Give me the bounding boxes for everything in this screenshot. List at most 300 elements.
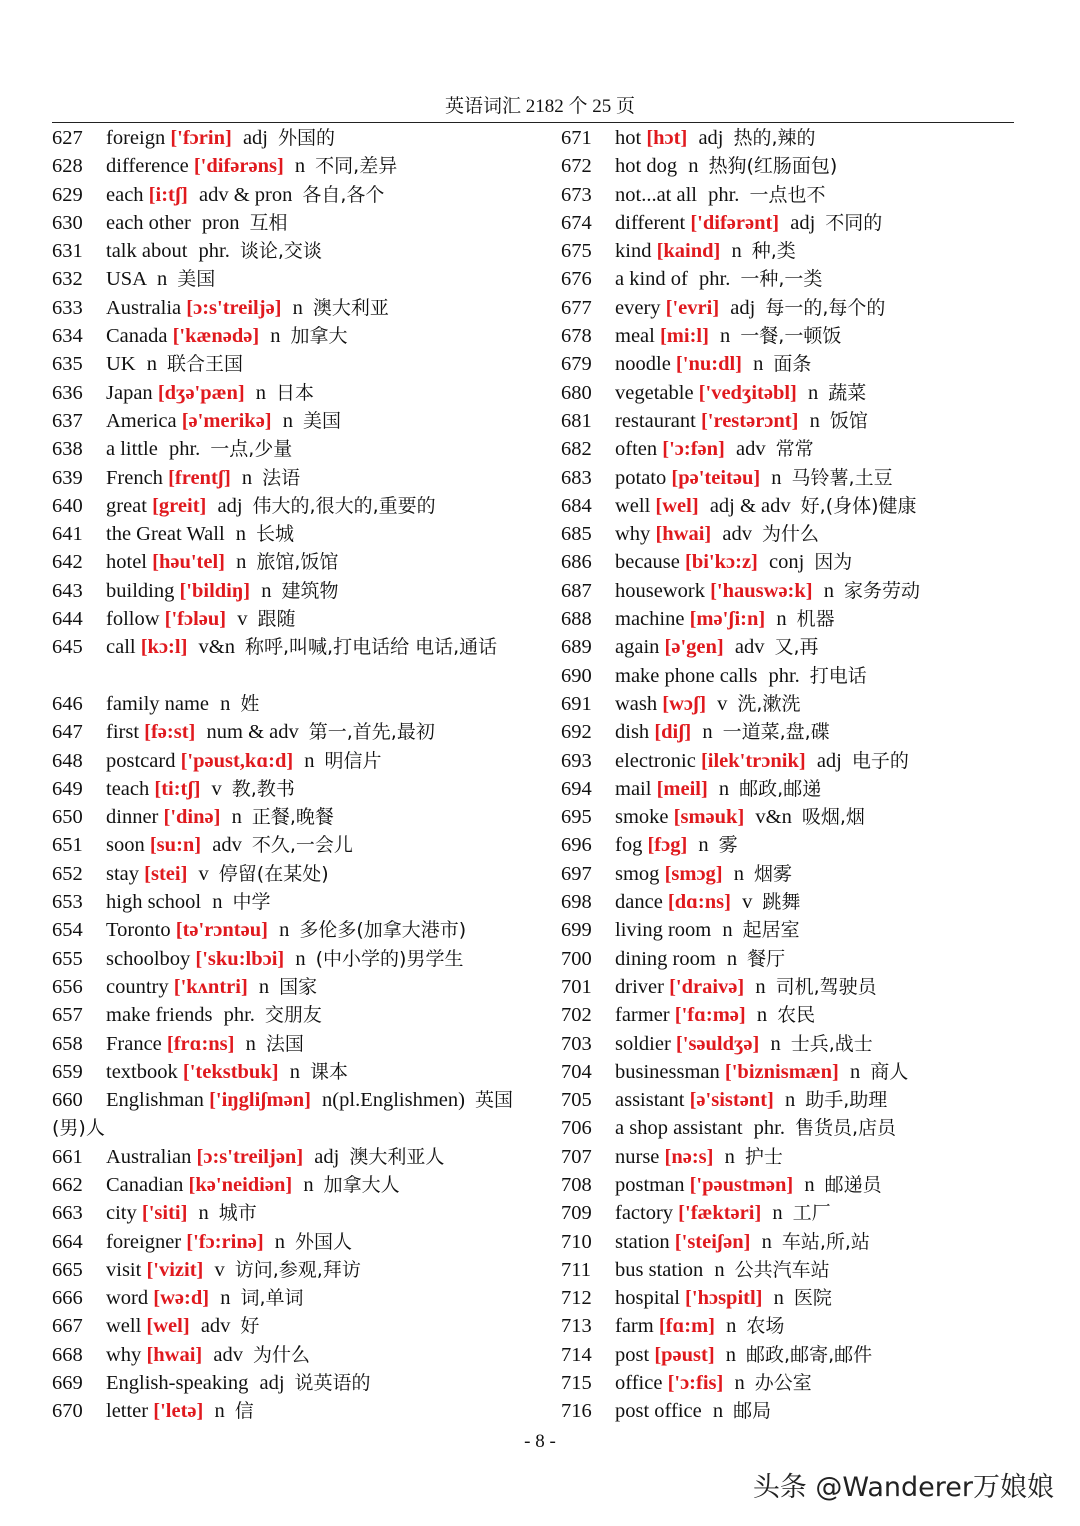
entry-number: 702 xyxy=(561,1004,592,1027)
entry-chinese-meaning: 一点也不 xyxy=(749,183,826,206)
entry-chinese-meaning: 每一的,每个的 xyxy=(765,296,886,319)
entry-word: Englishman xyxy=(106,1089,204,1112)
entry-chinese-meaning: 一道菜,盘,碟 xyxy=(722,721,830,744)
entry-phonetic: ['ɔ:fis] xyxy=(667,1372,724,1395)
vocab-entry xyxy=(561,1397,1036,1425)
entry-phonetic: [kɔ:l] xyxy=(140,636,188,659)
entry-part-of-speech: n xyxy=(724,1145,735,1168)
entry-word: well xyxy=(615,494,651,517)
entry-part-of-speech: n xyxy=(718,777,730,800)
entry-word: restaurant xyxy=(615,409,696,432)
entry-chinese-meaning: 司机,驾驶员 xyxy=(775,975,877,998)
entry-part-of-speech: n xyxy=(753,353,764,376)
entry-phonetic: [wə:d] xyxy=(153,1287,210,1310)
vocab-entry xyxy=(52,464,527,492)
vocab-entry xyxy=(52,492,527,520)
entry-part-of-speech: n xyxy=(722,919,733,942)
entry-chinese-meaning: 明信片 xyxy=(324,749,382,772)
entry-number: 692 xyxy=(561,721,592,744)
entry-part-of-speech: v xyxy=(214,1258,225,1281)
entry-number: 689 xyxy=(561,636,592,659)
entry-number: 703 xyxy=(561,1032,592,1055)
entry-chinese-meaning: 打电话 xyxy=(809,664,867,687)
entry-part-of-speech: adj & adv xyxy=(709,494,791,517)
vocab-entry xyxy=(52,747,527,775)
entry-word: station xyxy=(615,1230,670,1253)
entry-phonetic: [fɔg] xyxy=(647,834,688,857)
entry-number: 657 xyxy=(52,1004,83,1027)
entry-chinese-meaning: 农场 xyxy=(746,1315,785,1338)
entry-part-of-speech: adj xyxy=(259,1372,285,1395)
entry-chinese-meaning: 日本 xyxy=(276,381,315,404)
entry-chinese-meaning: 机器 xyxy=(796,608,835,631)
entry-chinese-meaning: 工厂 xyxy=(792,1202,831,1225)
entry-phonetic: [ə'gen] xyxy=(664,636,724,659)
entry-part-of-speech: phr. xyxy=(768,664,800,687)
entry-number: 714 xyxy=(561,1343,592,1366)
entry-number: 671 xyxy=(561,127,592,149)
vocab-entry xyxy=(52,577,527,605)
entry-chinese-meaning: 美国 xyxy=(177,268,216,291)
entry-word: Australian xyxy=(106,1145,192,1168)
vocab-entry xyxy=(52,435,527,463)
entry-chinese-meaning: 办公室 xyxy=(754,1372,812,1395)
entry-number: 674 xyxy=(561,211,592,234)
entry-part-of-speech: v&n xyxy=(755,806,792,829)
entry-word: dinner xyxy=(106,806,159,829)
entry-part-of-speech: n xyxy=(304,749,315,772)
entry-word: Japan xyxy=(106,381,153,404)
entry-number: 643 xyxy=(52,579,83,602)
vocab-entry xyxy=(52,945,527,973)
entry-chinese-meaning: 国家 xyxy=(279,975,318,998)
entry-part-of-speech: adj xyxy=(217,494,243,517)
entry-part-of-speech: n xyxy=(770,1032,781,1055)
entry-chinese-meaning: 联合王国 xyxy=(166,353,243,376)
entry-chinese-meaning: 洗,漱洗 xyxy=(737,692,801,715)
entry-word: USA xyxy=(106,268,146,291)
entry-part-of-speech: n xyxy=(776,608,787,631)
entry-phonetic: [smɔg] xyxy=(664,862,723,885)
entry-number: 691 xyxy=(561,692,592,715)
entry-number: 699 xyxy=(561,919,592,942)
entry-part-of-speech: n xyxy=(771,466,782,489)
entry-word: Canada xyxy=(106,325,168,348)
vocab-entry xyxy=(561,916,1036,944)
entry-part-of-speech: adj xyxy=(314,1145,340,1168)
entry-phonetic: ['tekstbuk] xyxy=(182,1060,279,1083)
entry-word: farm xyxy=(615,1315,654,1338)
vocab-entry xyxy=(561,1058,1036,1086)
entry-word: stay xyxy=(106,862,140,885)
entry-word: factory xyxy=(615,1202,674,1225)
entry-phonetic: ['letə] xyxy=(153,1400,204,1423)
entry-word: smog xyxy=(615,862,660,885)
vocab-entry xyxy=(52,633,527,690)
vocab-entry xyxy=(561,888,1036,916)
entry-chinese-meaning: 各自,各个 xyxy=(302,183,385,206)
vocab-entry xyxy=(52,379,527,407)
entry-chinese-meaning: 车站,所,站 xyxy=(781,1230,870,1253)
entry-phonetic: ['hauswə:k] xyxy=(710,579,813,602)
entry-phonetic: [həu'tel] xyxy=(152,551,225,574)
entry-phonetic: ['kænədə] xyxy=(172,325,260,348)
entry-phonetic: [ə'merikə] xyxy=(181,409,272,432)
entry-phonetic: [pəust] xyxy=(654,1343,715,1366)
entry-word: great xyxy=(106,494,147,517)
vocab-entry xyxy=(561,1284,1036,1312)
entry-part-of-speech: n xyxy=(698,834,709,857)
entry-word: French xyxy=(106,466,163,489)
entry-number: 680 xyxy=(561,381,592,404)
vocab-entry xyxy=(52,294,527,322)
entry-part-of-speech: n xyxy=(755,975,766,998)
entry-chinese-meaning: 不久,一会儿 xyxy=(251,834,353,857)
vocab-entry xyxy=(561,294,1036,322)
entry-chinese-meaning: 法语 xyxy=(262,466,301,489)
entry-number: 698 xyxy=(561,891,592,914)
vocab-entry xyxy=(52,973,527,1001)
entry-part-of-speech: n xyxy=(214,1400,225,1423)
entry-part-of-speech: n xyxy=(220,1287,231,1310)
entry-phonetic: ['vizit] xyxy=(146,1258,204,1281)
entry-number: 677 xyxy=(561,296,592,319)
entry-phonetic: [wel] xyxy=(655,494,699,517)
vocab-entry xyxy=(561,775,1036,803)
entry-phonetic: [dʒə'pæn] xyxy=(157,381,245,404)
entry-part-of-speech: adj xyxy=(790,211,816,234)
entry-chinese-meaning: 面条 xyxy=(773,353,812,376)
vocab-entry xyxy=(52,1256,527,1284)
entry-phonetic: [i:tʃ] xyxy=(148,183,188,206)
entry-phonetic: [nə:s] xyxy=(664,1145,714,1168)
entry-number: 652 xyxy=(52,862,83,885)
entry-phonetic: [hwai] xyxy=(655,523,712,546)
entry-phonetic: [bi'kɔ:z] xyxy=(685,551,758,574)
vocab-entry xyxy=(52,322,527,350)
page-header-title: 英语词汇 2182 个 25 页 xyxy=(444,96,635,117)
entry-word: first xyxy=(106,721,140,744)
vocab-entry xyxy=(52,407,527,435)
entry-number: 641 xyxy=(52,523,83,546)
entry-number: 667 xyxy=(52,1315,83,1338)
entry-number: 664 xyxy=(52,1230,83,1253)
entry-number: 645 xyxy=(52,636,83,659)
entry-phonetic: [ə'sistənt] xyxy=(689,1089,774,1112)
entry-word: follow xyxy=(106,608,160,631)
entry-phonetic: [greit] xyxy=(152,494,207,517)
entry-chinese-meaning: 农民 xyxy=(777,1004,816,1027)
entry-phonetic: [meil] xyxy=(656,777,708,800)
entry-chinese-meaning: 城市 xyxy=(218,1202,257,1225)
vocab-entry xyxy=(52,181,527,209)
entry-chinese-meaning: 一餐,一顿饭 xyxy=(740,325,842,348)
entry-phonetic: [hwai] xyxy=(146,1343,203,1366)
entry-number: 695 xyxy=(561,806,592,829)
vocab-entry xyxy=(561,605,1036,633)
entry-number: 709 xyxy=(561,1202,592,1225)
entry-number: 665 xyxy=(52,1258,83,1281)
entry-word: talk about xyxy=(106,240,188,263)
entry-number: 632 xyxy=(52,268,83,291)
entry-number: 690 xyxy=(561,664,592,687)
entry-phonetic: ['fæktəri] xyxy=(678,1202,762,1225)
vocab-entry xyxy=(52,1369,527,1397)
entry-number: 710 xyxy=(561,1230,592,1253)
entry-number: 708 xyxy=(561,1173,592,1196)
entry-word: make friends xyxy=(106,1004,213,1027)
entry-part-of-speech: n xyxy=(714,1258,725,1281)
entry-number: 644 xyxy=(52,608,83,631)
vocab-entry xyxy=(561,860,1036,888)
entry-phonetic: ['kʌntri] xyxy=(173,975,248,998)
entry-word: because xyxy=(615,551,680,574)
entry-word: fog xyxy=(615,834,643,857)
entry-phonetic: ['draivə] xyxy=(669,975,745,998)
entry-part-of-speech: n xyxy=(804,1173,815,1196)
entry-chinese-meaning: 士兵,战士 xyxy=(790,1032,873,1055)
entry-number: 663 xyxy=(52,1202,83,1225)
entry-part-of-speech: v xyxy=(742,891,753,914)
entry-part-of-speech: n xyxy=(198,1202,209,1225)
entry-number: 662 xyxy=(52,1173,83,1196)
vocab-entry xyxy=(52,605,527,633)
vocab-entry xyxy=(52,1284,527,1312)
entry-chinese-meaning: 邮局 xyxy=(733,1400,772,1423)
entry-chinese-meaning: 为什么 xyxy=(252,1343,310,1366)
entry-chinese-meaning: 吸烟,烟 xyxy=(801,806,865,829)
entry-phonetic: [mə'ʃi:n] xyxy=(689,608,766,631)
vocab-entry xyxy=(52,1341,527,1369)
entry-chinese-meaning: 烟雾 xyxy=(754,862,793,885)
entry-number: 659 xyxy=(52,1060,83,1083)
entry-number: 654 xyxy=(52,919,83,942)
entry-number: 653 xyxy=(52,891,83,914)
entry-part-of-speech: n(pl.Englishmen) xyxy=(322,1089,465,1112)
entry-word: driver xyxy=(615,975,664,998)
entry-part-of-speech: num & adv xyxy=(206,721,299,744)
entry-phonetic: [pə'teitəu] xyxy=(671,466,761,489)
entry-chinese-meaning: 教,教书 xyxy=(231,777,295,800)
entry-word: make phone calls xyxy=(615,664,758,687)
entry-word: each other xyxy=(106,211,191,234)
entry-chinese-meaning: 一点,少量 xyxy=(210,438,293,461)
entry-part-of-speech: phr. xyxy=(198,240,230,263)
entry-number: 694 xyxy=(561,777,592,800)
entry-phonetic: [mi:l] xyxy=(659,325,709,348)
entry-word: not...at all xyxy=(615,183,697,206)
entry-number: 658 xyxy=(52,1032,83,1055)
entry-word: call xyxy=(106,636,136,659)
entry-part-of-speech: adv & pron xyxy=(199,183,293,206)
entry-phonetic: ['vedʒitəbl] xyxy=(698,381,797,404)
entry-part-of-speech: n xyxy=(688,155,699,178)
entry-word: dance xyxy=(615,891,663,914)
vocab-entry xyxy=(52,1143,527,1171)
entry-part-of-speech: n xyxy=(756,1004,768,1027)
entry-number: 673 xyxy=(561,183,592,206)
entry-word: wash xyxy=(615,692,658,715)
entry-number: 655 xyxy=(52,947,83,970)
entry-phonetic: ['steiʃən] xyxy=(674,1230,751,1253)
vocab-entry xyxy=(52,1397,527,1425)
entry-word: hot xyxy=(615,127,642,149)
entry-word: Australia xyxy=(106,296,182,319)
vocab-entry xyxy=(561,1199,1036,1227)
entry-word: Canadian xyxy=(106,1173,184,1196)
entry-word: a little xyxy=(106,438,158,461)
entry-number: 640 xyxy=(52,494,83,517)
entry-word: machine xyxy=(615,608,685,631)
entry-chinese-meaning: 热的,辣的 xyxy=(733,127,816,149)
entry-chinese-meaning: 姓 xyxy=(240,692,260,715)
entry-part-of-speech: n xyxy=(726,1315,737,1338)
entry-word: often xyxy=(615,438,658,461)
entry-part-of-speech: n xyxy=(823,579,834,602)
entry-part-of-speech: adv xyxy=(722,523,752,546)
entry-number: 633 xyxy=(52,296,83,319)
entry-word: bus station xyxy=(615,1258,704,1281)
entry-word: potato xyxy=(615,466,667,489)
entry-number: 686 xyxy=(561,551,592,574)
entry-chinese-meaning: 互相 xyxy=(249,211,288,234)
entry-chinese-meaning: 医院 xyxy=(793,1287,832,1310)
entry-chinese-meaning: 建筑物 xyxy=(281,579,339,602)
header-divider xyxy=(52,122,1014,123)
entry-chinese-meaning: 饭馆 xyxy=(829,409,868,432)
vocab-entry xyxy=(52,690,527,718)
entry-part-of-speech: n xyxy=(245,1032,256,1055)
entry-part-of-speech: n xyxy=(279,919,290,942)
entry-phonetic: ['nu:dl] xyxy=(675,353,742,376)
entry-chinese-meaning: 加拿大人 xyxy=(323,1173,400,1196)
vocab-entry xyxy=(561,152,1036,180)
entry-chinese-meaning: 说英语的 xyxy=(294,1372,371,1395)
entry-chinese-meaning: 不同的 xyxy=(825,211,883,234)
entry-number: 704 xyxy=(561,1060,592,1083)
entry-chinese-meaning: 马铃薯,土豆 xyxy=(791,466,893,489)
entry-chinese-meaning: 称呼,叫喊,打电话给 电话,通话 xyxy=(244,636,498,659)
entry-chinese-meaning: 家务劳动 xyxy=(843,579,920,602)
entry-number: 688 xyxy=(561,608,592,631)
entry-number: 716 xyxy=(561,1400,592,1423)
entry-phonetic: [ɔ:s'treiljən] xyxy=(196,1145,304,1168)
vocab-entry xyxy=(561,633,1036,661)
entry-word: France xyxy=(106,1032,162,1055)
vocab-entry xyxy=(52,831,527,859)
entry-number: 651 xyxy=(52,834,83,857)
entry-part-of-speech: v xyxy=(237,608,248,631)
entry-part-of-speech: adv xyxy=(213,1343,243,1366)
entry-chinese-meaning: 商人 xyxy=(870,1060,909,1083)
vocab-entry xyxy=(52,1228,527,1256)
entry-phonetic: ['fɑ:mə] xyxy=(674,1004,746,1027)
entry-number: 636 xyxy=(52,381,83,404)
entry-word: building xyxy=(106,579,175,602)
entry-part-of-speech: n xyxy=(235,523,247,546)
entry-number: 666 xyxy=(52,1287,83,1310)
entry-number: 648 xyxy=(52,749,83,772)
entry-part-of-speech: n xyxy=(261,579,272,602)
entry-number: 646 xyxy=(52,692,83,715)
entry-phonetic: ['iŋgliʃmən] xyxy=(209,1089,311,1112)
entry-word: electronic xyxy=(615,749,696,772)
entry-word: teach xyxy=(106,777,150,800)
entry-number: 630 xyxy=(52,211,83,234)
entry-part-of-speech: n xyxy=(733,862,744,885)
entry-word: kind xyxy=(615,240,652,263)
entry-phonetic: [frɑ:ns] xyxy=(166,1032,235,1055)
vocab-column-left xyxy=(52,124,527,1426)
entry-number: 713 xyxy=(561,1315,592,1338)
entry-word: noodle xyxy=(615,353,671,376)
vocab-entry xyxy=(561,577,1036,605)
entry-chinese-meaning: 不同,差异 xyxy=(315,155,398,178)
entry-word: every xyxy=(615,296,661,319)
entry-word: the Great Wall xyxy=(106,523,225,546)
entry-part-of-speech: n xyxy=(289,1060,300,1083)
vocab-entry xyxy=(561,435,1036,463)
entry-chinese-meaning: 常常 xyxy=(775,438,814,461)
entry-word: post office xyxy=(615,1400,702,1423)
vocab-entry xyxy=(561,1086,1036,1114)
entry-word: foreign xyxy=(106,127,166,149)
entry-phonetic: ['fɔləu] xyxy=(164,608,227,631)
entry-phonetic: [kaind] xyxy=(656,240,721,263)
entry-part-of-speech: conj xyxy=(769,551,805,574)
entry-part-of-speech: phr. xyxy=(223,1004,255,1027)
entry-number: 669 xyxy=(52,1372,83,1395)
page-number: - 8 - xyxy=(524,1431,556,1452)
entry-part-of-speech: n xyxy=(295,947,306,970)
vocab-entry xyxy=(52,1030,527,1058)
entry-part-of-speech: pron xyxy=(201,211,240,234)
vocab-entry xyxy=(52,1001,527,1029)
entry-part-of-speech: phr. xyxy=(699,268,731,291)
entry-chinese-meaning: 旅馆,饭馆 xyxy=(256,551,339,574)
entry-phonetic: ['difərənt] xyxy=(690,211,780,234)
entry-number: 631 xyxy=(52,240,83,263)
entry-number: 711 xyxy=(561,1258,591,1281)
vocab-entry xyxy=(561,1369,1036,1397)
entry-part-of-speech: n xyxy=(274,1230,286,1253)
entry-phonetic: ['pəustmən] xyxy=(689,1173,794,1196)
entry-number: 706 xyxy=(561,1117,592,1140)
entry-word: vegetable xyxy=(615,381,694,404)
entry-number: 661 xyxy=(52,1145,83,1168)
entry-chinese-meaning: 邮政,邮递 xyxy=(739,777,822,800)
entry-phonetic: ['fɔrin] xyxy=(170,127,232,149)
entry-part-of-speech: n xyxy=(726,947,738,970)
entry-chinese-meaning: 英国(男)人 xyxy=(52,1089,513,1140)
vocab-entry xyxy=(561,973,1036,1001)
entry-word: why xyxy=(106,1343,142,1366)
entry-phonetic: [diʃ] xyxy=(654,721,692,744)
entry-chinese-meaning: 又,再 xyxy=(774,636,819,659)
entry-chinese-meaning: 一种,一类 xyxy=(740,268,823,291)
entry-part-of-speech: n xyxy=(241,466,253,489)
entry-number: 638 xyxy=(52,438,83,461)
entry-part-of-speech: n xyxy=(761,1230,772,1253)
entry-part-of-speech: n xyxy=(292,296,303,319)
entry-chinese-meaning: 热狗(红肠面包) xyxy=(708,155,838,178)
entry-number: 647 xyxy=(52,721,83,744)
entry-phonetic: [su:n] xyxy=(149,834,202,857)
entry-word: well xyxy=(106,1315,142,1338)
entry-number: 675 xyxy=(561,240,592,263)
entry-number: 656 xyxy=(52,975,83,998)
entry-chinese-meaning: 因为 xyxy=(814,551,853,574)
